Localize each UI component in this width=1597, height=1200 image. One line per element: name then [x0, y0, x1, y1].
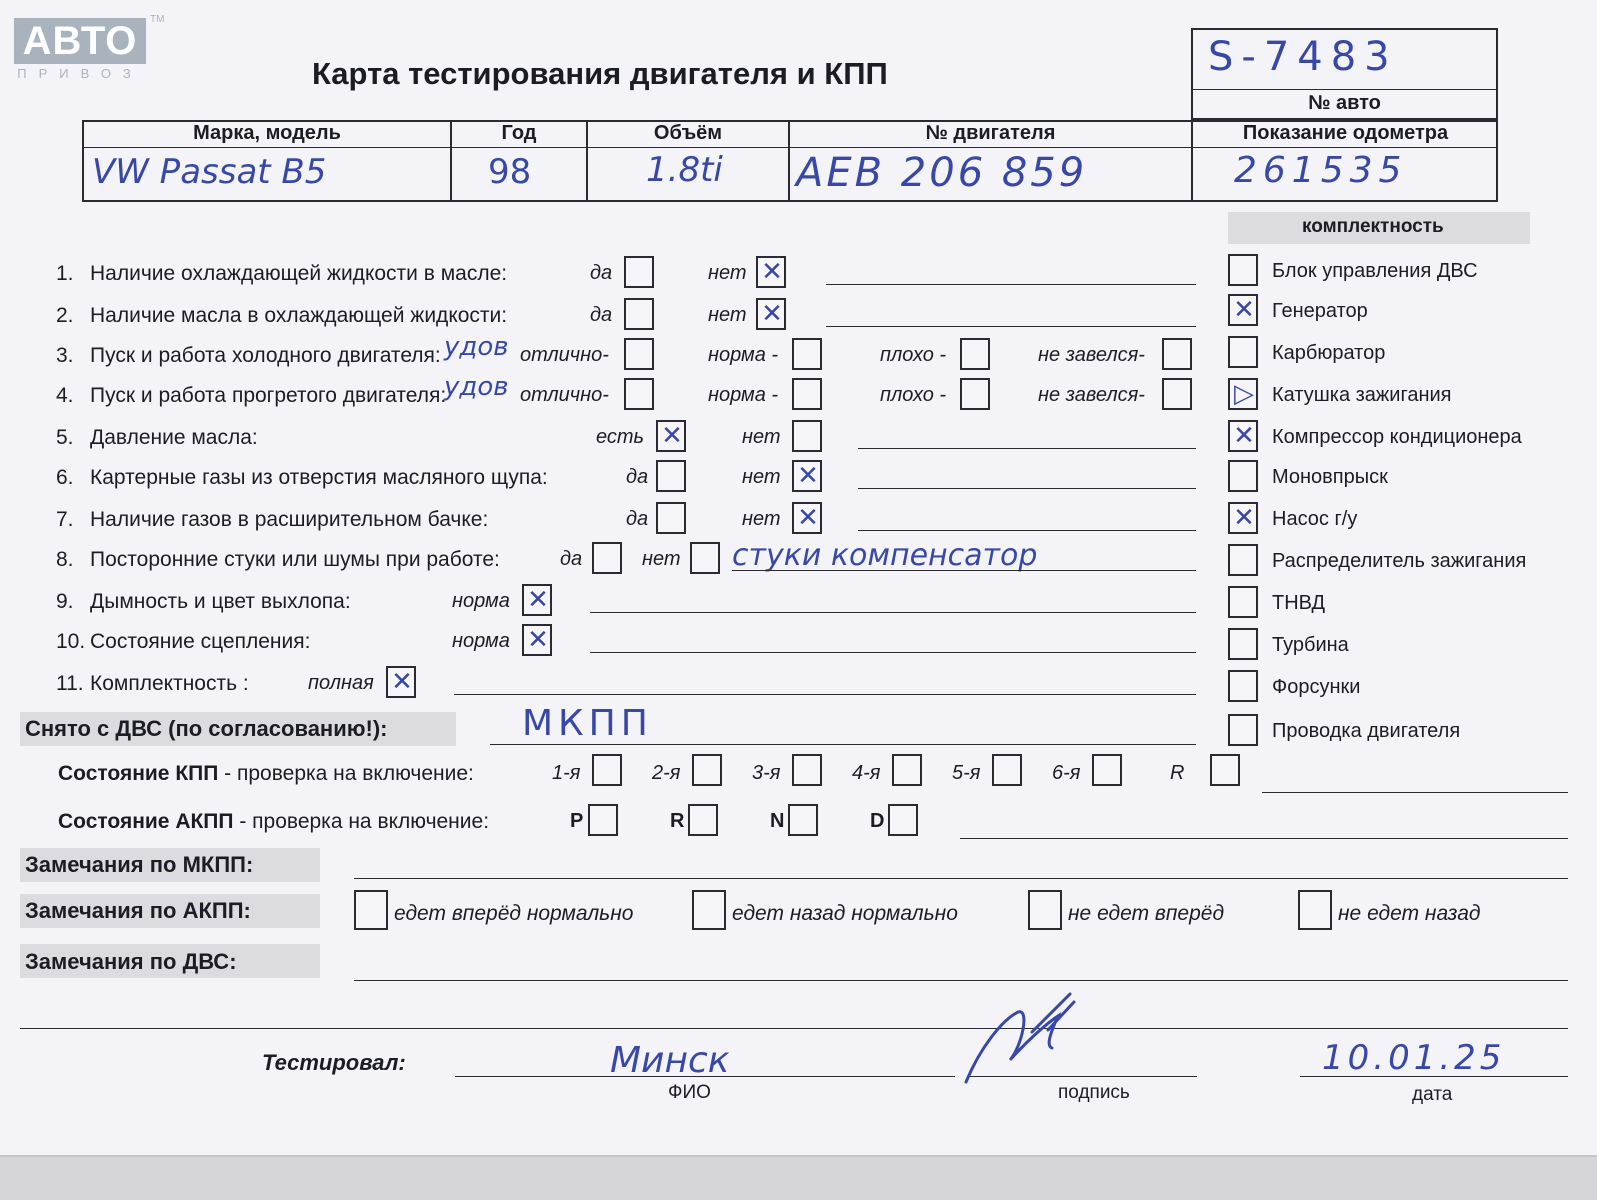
checkbox-mark: ✕: [761, 299, 783, 329]
completeness-checkbox[interactable]: [1228, 420, 1258, 452]
model-value[interactable]: VW Passat B5: [92, 152, 327, 192]
checkbox-mark: ▷: [1234, 379, 1254, 409]
tested-label: Тестировал:: [262, 1050, 406, 1075]
row-line: [732, 570, 1196, 571]
row-number: 10.: [56, 630, 86, 653]
remarks-mkpp-line: [354, 878, 1568, 879]
checkbox-yes[interactable]: [656, 420, 686, 452]
kpp-gear-label: R: [1170, 762, 1185, 784]
row-number: 9.: [56, 590, 74, 613]
row-line: [826, 326, 1196, 327]
kpp-gear-label: 5-я: [952, 762, 981, 784]
option-label-bad: плохо -: [880, 344, 947, 366]
page-title: Карта тестирования двигателя и КПП: [312, 56, 888, 91]
checkbox-ok[interactable]: [522, 624, 552, 656]
row-note: стуки компенсатор: [732, 538, 1038, 573]
completeness-title: комплектность: [1302, 216, 1444, 237]
completeness-checkbox[interactable]: [1228, 460, 1258, 492]
checkbox-bad[interactable]: [960, 338, 990, 370]
removed-label: Снято с ДВС (по согласованию!):: [25, 716, 388, 741]
option-label-no: нет: [742, 466, 781, 488]
remarks-dvs-label: Замечания по ДВС:: [25, 949, 237, 974]
row-number: 4.: [56, 384, 74, 407]
col-header-odometer: Показание одометра: [1242, 122, 1449, 144]
col-header-volume: Объём: [653, 122, 723, 144]
kpp-gear-checkbox[interactable]: [692, 754, 722, 786]
remarks-dvs-line: [354, 980, 1568, 981]
kpp-gear-checkbox[interactable]: [1092, 754, 1122, 786]
option-label-no: нет: [708, 304, 747, 326]
footer-separator: [20, 1028, 1568, 1029]
signature-caption: подпись: [1058, 1082, 1130, 1103]
checkbox-no[interactable]: [792, 420, 822, 452]
akpp-remark-label: едет назад нормально: [732, 902, 958, 925]
logo-sub: ПРИВОЗ: [17, 66, 143, 81]
checkbox-no[interactable]: [756, 256, 786, 288]
scan-edge: [0, 1155, 1597, 1200]
kpp-gear-label: 4-я: [852, 762, 881, 784]
checkbox-mark: ✕: [1233, 295, 1255, 325]
checkbox-bad[interactable]: [960, 378, 990, 410]
name-caption: ФИО: [668, 1082, 711, 1103]
remarks-mkpp-label: Замечания по МКПП:: [25, 852, 254, 877]
completeness-item-label: Катушка зажигания: [1272, 384, 1452, 406]
checkbox-no[interactable]: [756, 298, 786, 330]
signature: [962, 990, 1082, 1090]
kpp-gear-label: 6-я: [1052, 762, 1081, 784]
row-text: Дымность и цвет выхлопа:: [90, 590, 351, 613]
option-label-ok: полная: [308, 672, 374, 694]
akpp-gear-label: N: [770, 810, 785, 832]
akpp-remark-label: едет вперёд нормально: [394, 902, 634, 925]
row-number: 8.: [56, 548, 74, 571]
row-text: Наличие масла в охлаждающей жидкости:: [90, 304, 508, 327]
kpp-gear-checkbox[interactable]: [892, 754, 922, 786]
removed-value[interactable]: МКПП: [522, 703, 653, 744]
completeness-checkbox[interactable]: [1228, 714, 1258, 746]
akpp-remark-checkbox[interactable]: [1028, 890, 1062, 930]
row-text: Комплектность :: [90, 672, 249, 695]
row-line: [858, 448, 1196, 449]
row-note: удов: [444, 332, 509, 362]
checkbox-ok[interactable]: [522, 584, 552, 616]
row-number: 7.: [56, 508, 74, 531]
option-label-yes: да: [626, 508, 649, 530]
checkbox-not-started[interactable]: [1162, 378, 1192, 410]
completeness-item-label: Турбина: [1272, 634, 1349, 656]
option-label-yes: да: [590, 262, 613, 284]
akpp-gear-label: P: [570, 810, 584, 832]
checkbox-mark: ✕: [527, 585, 549, 615]
row-line: [858, 530, 1196, 531]
volume-value[interactable]: 1.8ti: [646, 150, 723, 190]
row-text: Наличие газов в расширительном бачке:: [90, 508, 489, 531]
checkbox-no[interactable]: [690, 542, 720, 574]
akpp-label: [58, 810, 489, 834]
completeness-item-label: Форсунки: [1272, 676, 1361, 698]
akpp-gear-checkbox[interactable]: [588, 804, 618, 836]
completeness-item-label: ТНВД: [1272, 592, 1326, 614]
row-number: 6.: [56, 466, 74, 489]
engine-no-value[interactable]: AEB 206 859: [796, 150, 1088, 196]
checkbox-normal[interactable]: [792, 338, 822, 370]
row-text: Давление масла:: [90, 426, 258, 449]
row-number: 11.: [56, 672, 84, 695]
completeness-checkbox[interactable]: [1228, 586, 1258, 618]
checkbox-mark: ✕: [797, 503, 819, 533]
option-label-no: нет: [742, 426, 781, 448]
option-label-bad: плохо -: [880, 384, 947, 406]
completeness-item-label: Карбюратор: [1272, 342, 1386, 364]
test-date[interactable]: 10.01.25: [1322, 1038, 1506, 1078]
option-label-not-started: не завелся-: [1038, 344, 1145, 366]
completeness-item-label: Блок управления ДВС: [1272, 260, 1478, 282]
option-label-normal: норма -: [708, 344, 779, 366]
row-line: [858, 488, 1196, 489]
row-text: Пуск и работа прогретого двигателя:: [90, 384, 447, 407]
checkbox-not-started[interactable]: [1162, 338, 1192, 370]
kpp-label-bold: Состояние КПП: [58, 762, 219, 785]
kpp-gear-label: 2-я: [652, 762, 681, 784]
remarks-akpp-label: Замечания по АКПП:: [25, 898, 251, 923]
completeness-checkbox[interactable]: [1228, 254, 1258, 286]
row-text: Пуск и работа холодного двигателя:: [90, 344, 441, 367]
completeness-checkbox[interactable]: [1228, 544, 1258, 576]
kpp-gear-checkbox[interactable]: [592, 754, 622, 786]
kpp-gear-checkbox[interactable]: [792, 754, 822, 786]
row-line: [454, 694, 1196, 695]
completeness-checkbox[interactable]: [1228, 502, 1258, 534]
checkbox-yes[interactable]: [624, 298, 654, 330]
kpp-line: [1262, 792, 1568, 793]
option-label-yes: да: [560, 548, 583, 570]
kpp-label: [58, 762, 474, 786]
akpp-gear-checkbox[interactable]: [788, 804, 818, 836]
row-number: 2.: [56, 304, 74, 327]
option-label-excellent: отлично-: [520, 344, 609, 366]
option-label-yes: да: [626, 466, 649, 488]
completeness-checkbox[interactable]: [1228, 628, 1258, 660]
checkbox-mark: ✕: [1233, 503, 1255, 533]
akpp-gear-label: D: [870, 810, 885, 832]
completeness-checkbox[interactable]: [1228, 336, 1258, 368]
row-line: [826, 284, 1196, 285]
year-value[interactable]: 98: [488, 152, 532, 192]
akpp-gear-checkbox[interactable]: [688, 804, 718, 836]
checkbox-normal[interactable]: [792, 378, 822, 410]
checkbox-yes[interactable]: [656, 502, 686, 534]
kpp-gear-label: 3-я: [752, 762, 781, 784]
checkbox-mark: ✕: [661, 421, 683, 451]
col-header-year: Год: [501, 122, 537, 144]
completeness-checkbox[interactable]: [1228, 378, 1258, 410]
akpp-label-text: - проверка на включение:: [233, 810, 490, 833]
row-line: [590, 612, 1196, 613]
option-label-ok: норма: [452, 630, 510, 652]
car-number-divider: [1191, 89, 1498, 90]
completeness-item-label: Генератор: [1272, 300, 1368, 322]
checkbox-mark: ✕: [761, 257, 783, 287]
logo: АВТО: [14, 18, 146, 64]
kpp-gear-label: 1-я: [552, 762, 581, 784]
row-text: Посторонние стуки или шумы при работе:: [90, 548, 500, 571]
completeness-item-label: Моновпрыск: [1272, 466, 1388, 488]
col-header-engine-no: № двигателя: [925, 122, 1056, 144]
logo-tm: TM: [150, 14, 165, 25]
option-label-no: нет: [642, 548, 681, 570]
col-header-model: Марка, модель: [193, 122, 341, 144]
row-text: Наличие охлаждающей жидкости в масле:: [90, 262, 508, 285]
option-label-yes: да: [590, 304, 613, 326]
akpp-remark-checkbox[interactable]: [692, 890, 726, 930]
removed-line: [490, 744, 1196, 745]
checkbox-yes[interactable]: [624, 256, 654, 288]
option-label-normal: норма -: [708, 384, 779, 406]
car-number-value: S-7483: [1208, 34, 1398, 80]
akpp-gear-checkbox[interactable]: [888, 804, 918, 836]
completeness-item-label: Насос г/у: [1272, 508, 1358, 530]
date-caption: дата: [1412, 1084, 1453, 1105]
akpp-remark-label: не едет назад: [1338, 902, 1481, 925]
option-label-no: нет: [742, 508, 781, 530]
completeness-item-label: Распределитель зажигания: [1272, 550, 1527, 572]
kpp-gear-checkbox[interactable]: [992, 754, 1022, 786]
checkbox-mark: ✕: [797, 461, 819, 491]
checkbox-yes[interactable]: [592, 542, 622, 574]
row-number: 5.: [56, 426, 74, 449]
akpp-remark-label: не едет вперёд: [1068, 902, 1225, 925]
odometer-value[interactable]: 261535: [1234, 150, 1408, 191]
akpp-remark-checkbox[interactable]: [1298, 890, 1332, 930]
kpp-label-text: - проверка на включение:: [218, 762, 474, 785]
akpp-line: [960, 838, 1568, 839]
option-label-not-started: не завелся-: [1038, 384, 1145, 406]
checkbox-no[interactable]: [792, 502, 822, 534]
checkbox-mark: ✕: [527, 625, 549, 655]
akpp-gear-label: R: [670, 810, 685, 832]
akpp-label-bold: Состояние АКПП: [58, 810, 234, 833]
completeness-checkbox[interactable]: [1228, 670, 1258, 702]
row-line: [590, 652, 1196, 653]
row-text: Картерные газы из отверстия масляного щупа:: [90, 466, 548, 489]
checkbox-excellent[interactable]: [624, 338, 654, 370]
option-label-yes: есть: [596, 426, 645, 448]
completeness-item-label: Проводка двигателя: [1272, 720, 1461, 742]
option-label-excellent: отлично-: [520, 384, 609, 406]
checkbox-mark: ✕: [391, 667, 413, 697]
checkbox-yes[interactable]: [656, 460, 686, 492]
kpp-gear-checkbox[interactable]: [1210, 754, 1240, 786]
completeness-item-label: Компрессор кондиционера: [1272, 426, 1522, 448]
row-number: 1.: [56, 262, 74, 285]
car-number-label: № авто: [1308, 92, 1381, 114]
completeness-checkbox[interactable]: [1228, 294, 1258, 326]
checkbox-no[interactable]: [792, 460, 822, 492]
checkbox-excellent[interactable]: [624, 378, 654, 410]
row-text: Состояние сцепления:: [90, 630, 311, 653]
option-label-no: нет: [708, 262, 747, 284]
option-label-ok: норма: [452, 590, 510, 612]
row-number: 3.: [56, 344, 74, 367]
checkbox-ok[interactable]: [386, 666, 416, 698]
checkbox-mark: ✕: [1233, 421, 1255, 451]
akpp-remark-checkbox[interactable]: [354, 890, 388, 930]
tester-name[interactable]: Минск: [610, 1040, 730, 1081]
vehicle-table-divider: [82, 147, 1498, 148]
row-note: удов: [444, 372, 509, 402]
